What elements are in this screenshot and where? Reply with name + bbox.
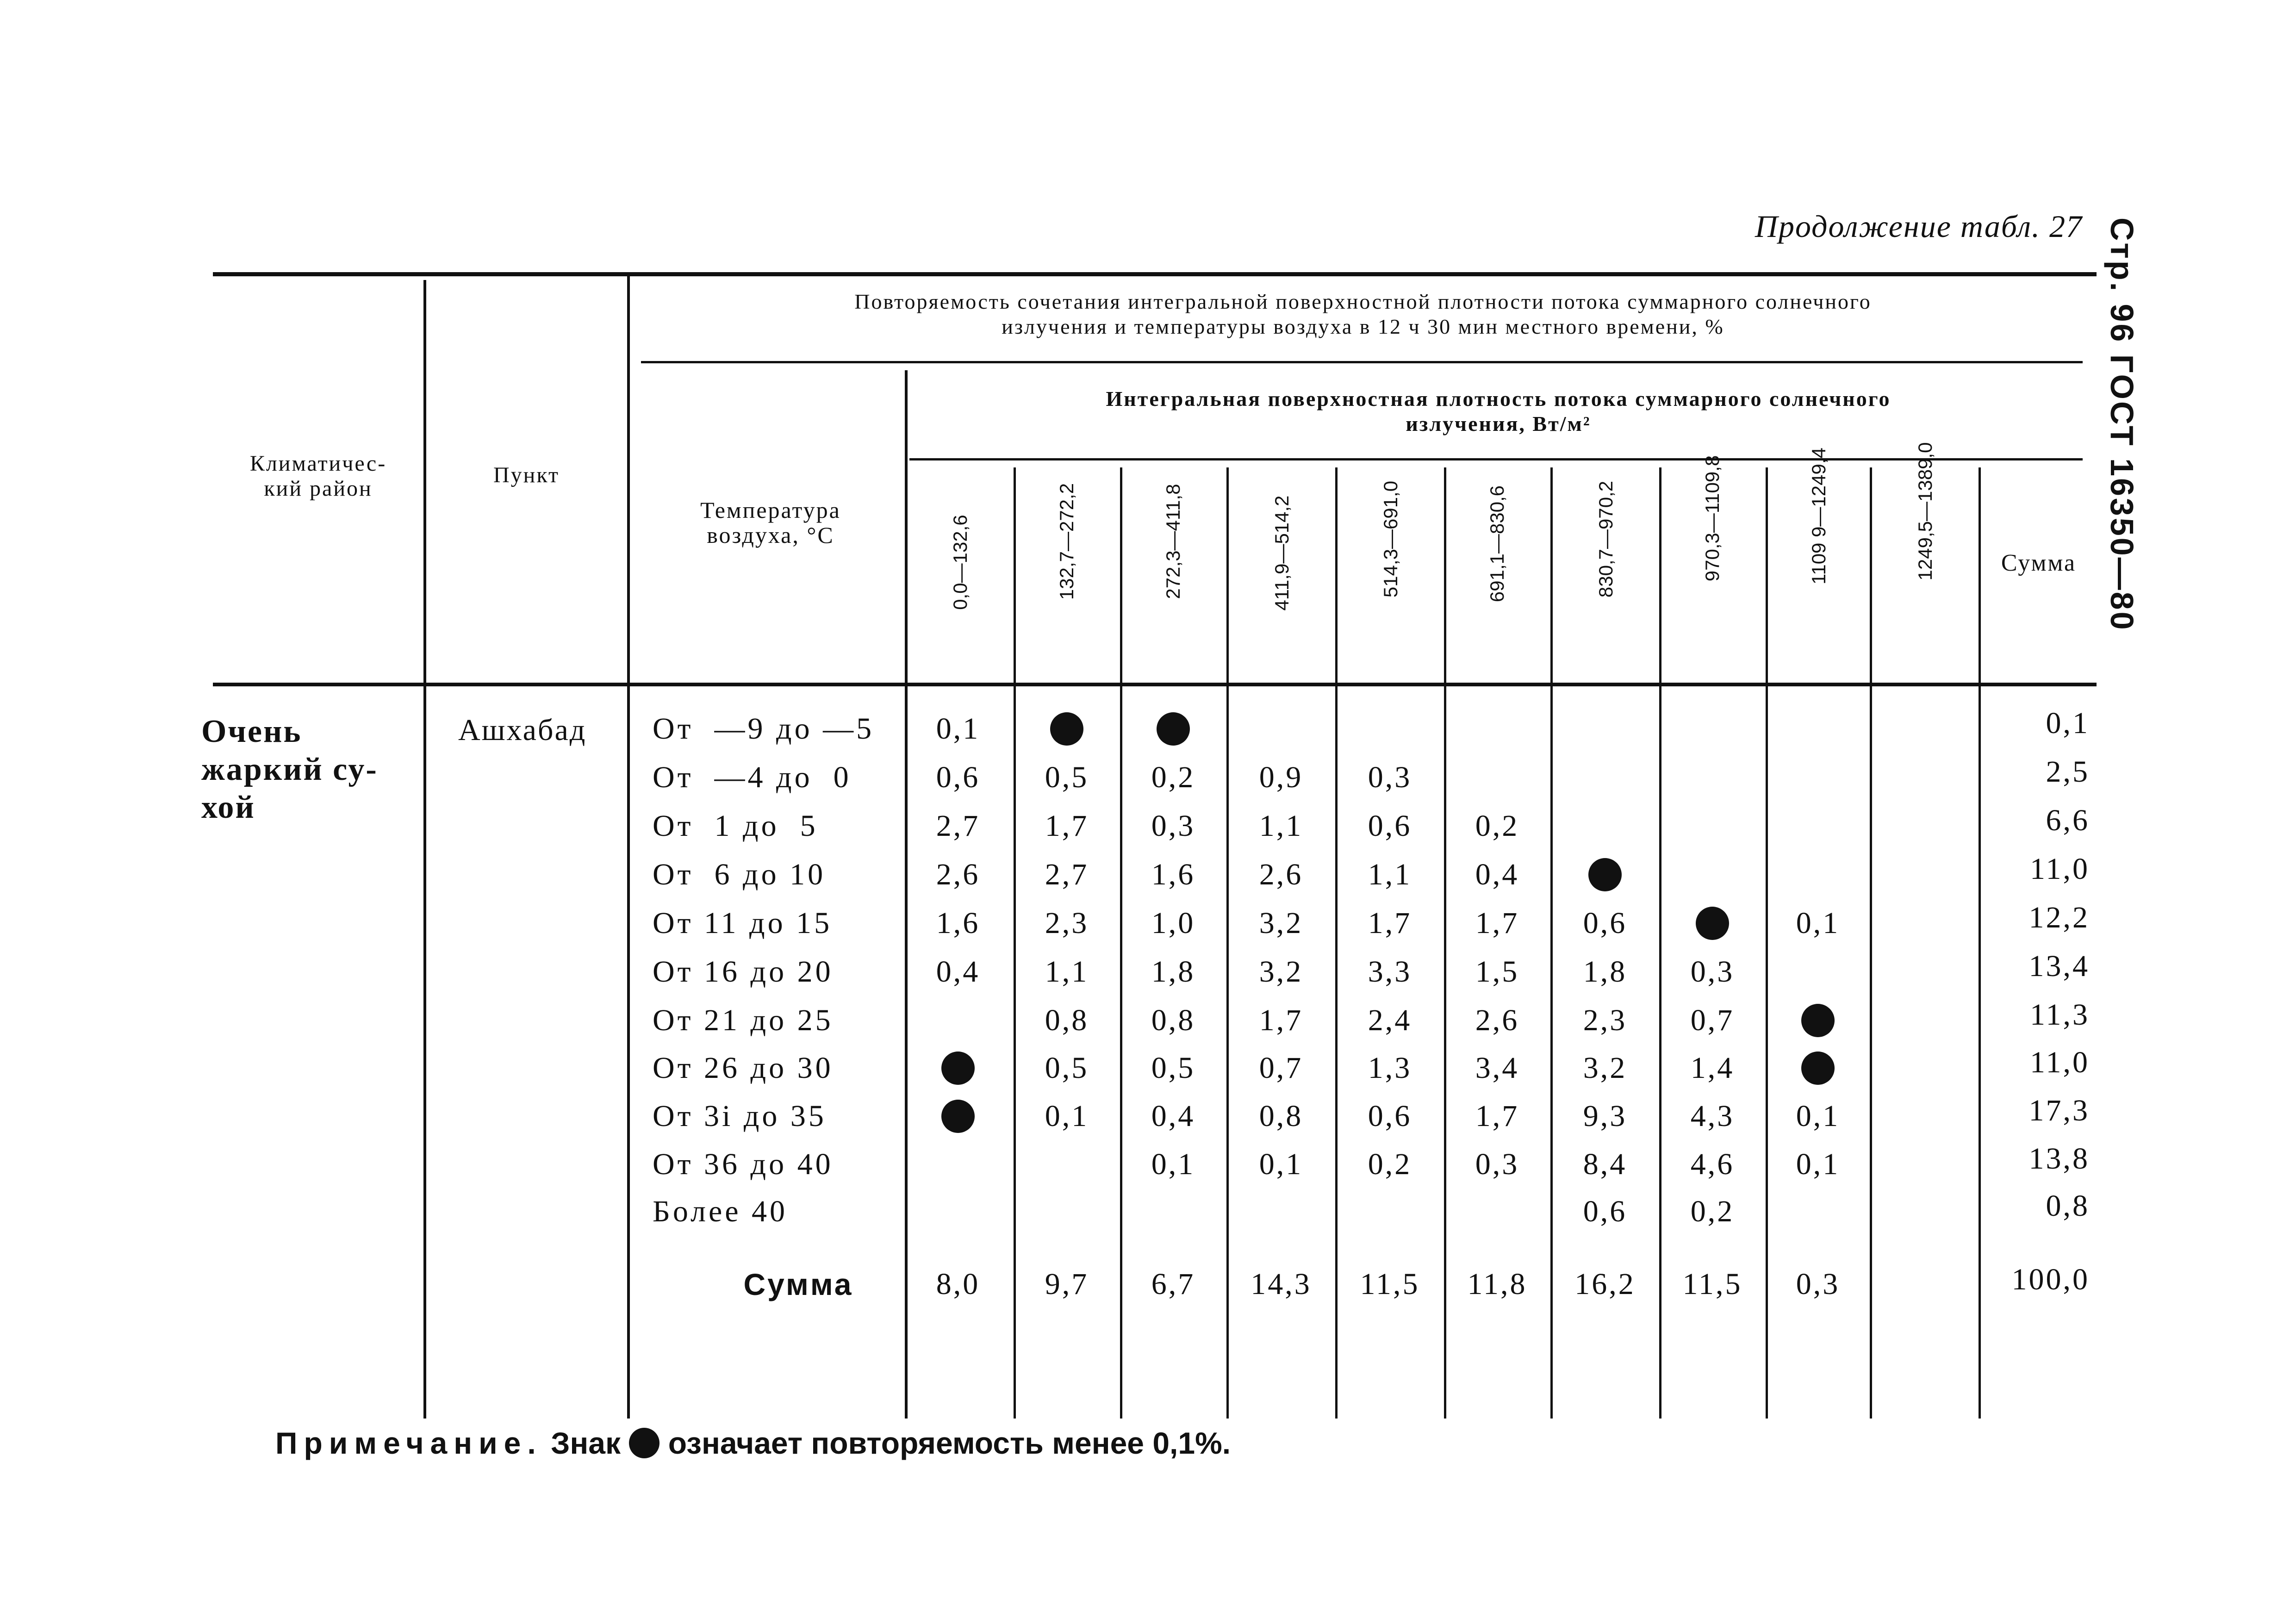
table-cell: 2,6 xyxy=(1259,858,1303,891)
table-cell: 0,6 xyxy=(1368,1099,1412,1133)
footnote-prefix: Примечание. xyxy=(275,1426,542,1460)
table-cell: 0,4 xyxy=(1475,858,1519,891)
table-cell: 0,1 xyxy=(936,712,980,746)
table-cell: 0,1 xyxy=(1796,1147,1840,1181)
grand-total: 100,0 xyxy=(2011,1263,2090,1296)
temperature-range: От —4 до 0 xyxy=(653,760,852,794)
table-cell: 2,6 xyxy=(1475,1003,1519,1037)
row-sum: 0,1 xyxy=(2046,706,2090,740)
range-header: 132,7—272,2 xyxy=(1056,483,1077,600)
footnote-text-after: означает повторяемость менее 0,1%. xyxy=(668,1426,1231,1460)
table-cell: 3,2 xyxy=(1583,1051,1627,1085)
less-than-icon xyxy=(941,1052,975,1085)
temperature-range: От 21 до 25 xyxy=(653,1003,834,1037)
col-divider xyxy=(1226,467,1229,1419)
range-header: 691,1—830,6 xyxy=(1486,485,1508,603)
totals-cell: 11,5 xyxy=(1682,1267,1742,1301)
temperature-range: От —9 до —5 xyxy=(653,712,875,746)
range-header: 411,9—514,2 xyxy=(1271,495,1293,611)
table-cell: 0,3 xyxy=(1368,760,1412,794)
less-than-icon xyxy=(1696,907,1729,940)
table-cell: 1,7 xyxy=(1475,906,1519,940)
table-cell: 1,4 xyxy=(1690,1051,1735,1085)
table-cell: 0,7 xyxy=(1690,1003,1735,1037)
table-cell: 2,3 xyxy=(1583,1003,1627,1037)
col-divider xyxy=(1335,467,1338,1419)
totals-cell: 16,2 xyxy=(1574,1267,1636,1301)
row-sum: 12,2 xyxy=(2028,901,2090,934)
range-header: 1249,5—1389,0 xyxy=(1914,442,1936,581)
temperature-range: От 1 до 5 xyxy=(653,809,818,843)
point-name: Ашхабад xyxy=(458,713,587,747)
table-cell: 2,4 xyxy=(1368,1003,1412,1037)
table-cell: 1,5 xyxy=(1475,955,1519,989)
totals-cell: 0,3 xyxy=(1796,1267,1840,1301)
table-cell: 3,4 xyxy=(1475,1051,1519,1085)
table-cell: 9,3 xyxy=(1583,1099,1627,1133)
table-cell: 0,2 xyxy=(1475,809,1519,843)
table-cell: 0,3 xyxy=(1475,1147,1519,1181)
temperature-range: От 36 до 40 xyxy=(653,1147,834,1181)
table-cell: 4,6 xyxy=(1690,1147,1735,1181)
table-cell: 1,8 xyxy=(1151,955,1195,989)
table-cell: 1,7 xyxy=(1259,1003,1303,1037)
row-sum: 13,4 xyxy=(2028,949,2090,983)
table-cell: 0,7 xyxy=(1259,1051,1303,1085)
temperature-range: От 3i до 35 xyxy=(653,1099,827,1133)
temperature-range: Более 40 xyxy=(653,1195,788,1228)
row-sum: 11,0 xyxy=(2029,1045,2090,1079)
table-cell: 0,1 xyxy=(1259,1147,1303,1181)
table-cell: 1,1 xyxy=(1368,858,1412,891)
table-cell: 3,2 xyxy=(1259,906,1303,940)
header-bottom-rule xyxy=(213,683,2097,686)
row-sum: 6,6 xyxy=(2046,803,2090,837)
table-cell: 1,6 xyxy=(936,906,980,940)
table-cell: 0,6 xyxy=(1583,1195,1627,1228)
table-cell: 1,7 xyxy=(1045,809,1089,843)
table-cell: 2,7 xyxy=(1045,858,1089,891)
table-cell: 8,4 xyxy=(1583,1147,1627,1181)
table-cell: 1,3 xyxy=(1368,1051,1412,1085)
temperature-range: От 16 до 20 xyxy=(653,955,834,989)
table-cell: 0,2 xyxy=(1690,1195,1735,1228)
table-cell: 3,3 xyxy=(1368,955,1412,989)
table-cell: 0,8 xyxy=(1045,1003,1089,1037)
temperature-range: От 6 до 10 xyxy=(653,858,826,891)
table-cell: 0,1 xyxy=(1796,906,1840,940)
col-divider xyxy=(423,280,426,1419)
table-cell: 0,6 xyxy=(1368,809,1412,843)
range-header: 0,0—132,6 xyxy=(949,515,971,610)
totals-cell: 9,7 xyxy=(1045,1267,1089,1301)
table-cell: 1,7 xyxy=(1368,906,1412,940)
table-cell: 0,6 xyxy=(1583,906,1627,940)
row-sum: 13,8 xyxy=(2028,1142,2090,1176)
less-than-icon xyxy=(1050,712,1083,746)
table-cell: 1,1 xyxy=(1259,809,1303,843)
range-header: 1109 9—1249,4 xyxy=(1808,448,1829,585)
totals-cell: 14,3 xyxy=(1251,1267,1312,1301)
totals-cell: 11,5 xyxy=(1360,1267,1420,1301)
row-sum: 11,0 xyxy=(2029,852,2090,886)
row-sum: 17,3 xyxy=(2028,1094,2090,1127)
table-cell: 2,6 xyxy=(936,858,980,891)
table-cell: 0,4 xyxy=(1151,1099,1195,1133)
page-side-label: Стр. 96 ГОСТ 16350—80 xyxy=(2104,218,2140,632)
header-density-title: Интегральная поверхностная плотность потока суммарного солнечного излучения, Вт/м² xyxy=(1106,387,1891,436)
table-top-rule xyxy=(213,272,2097,276)
bullet-icon xyxy=(629,1428,660,1458)
table-cell: 0,6 xyxy=(936,760,980,794)
less-than-icon xyxy=(1157,712,1190,746)
row-sum: 2,5 xyxy=(2046,755,2090,789)
table-cell: 0,2 xyxy=(1151,760,1195,794)
temperature-range: От 11 до 15 xyxy=(653,906,833,940)
table-cell: 0,8 xyxy=(1151,1003,1195,1037)
table-cell: 0,8 xyxy=(1259,1099,1303,1133)
table-cell: 0,1 xyxy=(1796,1099,1840,1133)
table-cell: 1,8 xyxy=(1583,955,1627,989)
less-than-icon xyxy=(941,1100,975,1133)
range-header: 514,3—691,0 xyxy=(1380,480,1401,598)
table-cell: 0,4 xyxy=(936,955,980,989)
table-cell: 0,1 xyxy=(1045,1099,1089,1133)
table-cell: 0,5 xyxy=(1045,1051,1089,1085)
continuation-label: Продолжение табл. 27 xyxy=(1755,209,2083,244)
table-cell: 3,2 xyxy=(1259,955,1303,989)
col-divider xyxy=(1550,467,1553,1419)
table-cell: 4,3 xyxy=(1690,1099,1735,1133)
totals-cell: 11,8 xyxy=(1467,1267,1527,1301)
less-than-icon xyxy=(1801,1052,1835,1085)
group-title-rule xyxy=(641,361,2083,363)
table-cell: 0,5 xyxy=(1045,760,1089,794)
range-header: 830,7—970,2 xyxy=(1595,480,1617,598)
header-group-title: Повторяемость сочетания интегральной поверхностной плотности потока суммарного солнечного излучения и температуры воздуха в 12 ч 30 мин местного времени, % xyxy=(854,290,1872,338)
table-cell: 2,3 xyxy=(1045,906,1089,940)
table-cell: 2,7 xyxy=(936,809,980,843)
table-cell: 0,5 xyxy=(1151,1051,1195,1085)
range-header: 970,3—1109,8 xyxy=(1701,455,1723,582)
header-sum: Сумма xyxy=(2001,550,2077,576)
temperature-range: От 26 до 30 xyxy=(653,1051,834,1085)
header-temperature: Температура воздуха, °С xyxy=(700,497,841,548)
totals-cell: 6,7 xyxy=(1151,1267,1195,1301)
less-than-icon xyxy=(1588,858,1622,891)
table-cell: 0,1 xyxy=(1151,1147,1195,1181)
footnote-text-before: Знак xyxy=(551,1426,621,1460)
row-sum: 0,8 xyxy=(2046,1189,2090,1223)
region-name: Очень жаркий су- хой xyxy=(201,714,378,825)
col-divider xyxy=(627,273,630,1419)
totals-cell: 8,0 xyxy=(936,1267,980,1301)
table-cell: 1,6 xyxy=(1151,858,1195,891)
footnote xyxy=(275,1425,1231,1461)
table-cell: 1,0 xyxy=(1151,906,1195,940)
table-cell: 1,1 xyxy=(1045,955,1089,989)
row-sum: 11,3 xyxy=(2029,998,2090,1032)
table-cell: 0,3 xyxy=(1690,955,1735,989)
range-header: 272,3—411,8 xyxy=(1162,484,1184,599)
totals-label: Сумма xyxy=(743,1267,853,1301)
table-cell: 0,9 xyxy=(1259,760,1303,794)
table-cell: 0,3 xyxy=(1151,809,1195,843)
header-point: Пункт xyxy=(493,463,560,487)
header-region: Климатичес- кий район xyxy=(249,451,387,501)
less-than-icon xyxy=(1801,1004,1835,1037)
table-cell: 1,7 xyxy=(1475,1099,1519,1133)
table-cell: 0,2 xyxy=(1368,1147,1412,1181)
col-divider xyxy=(1870,467,1872,1419)
